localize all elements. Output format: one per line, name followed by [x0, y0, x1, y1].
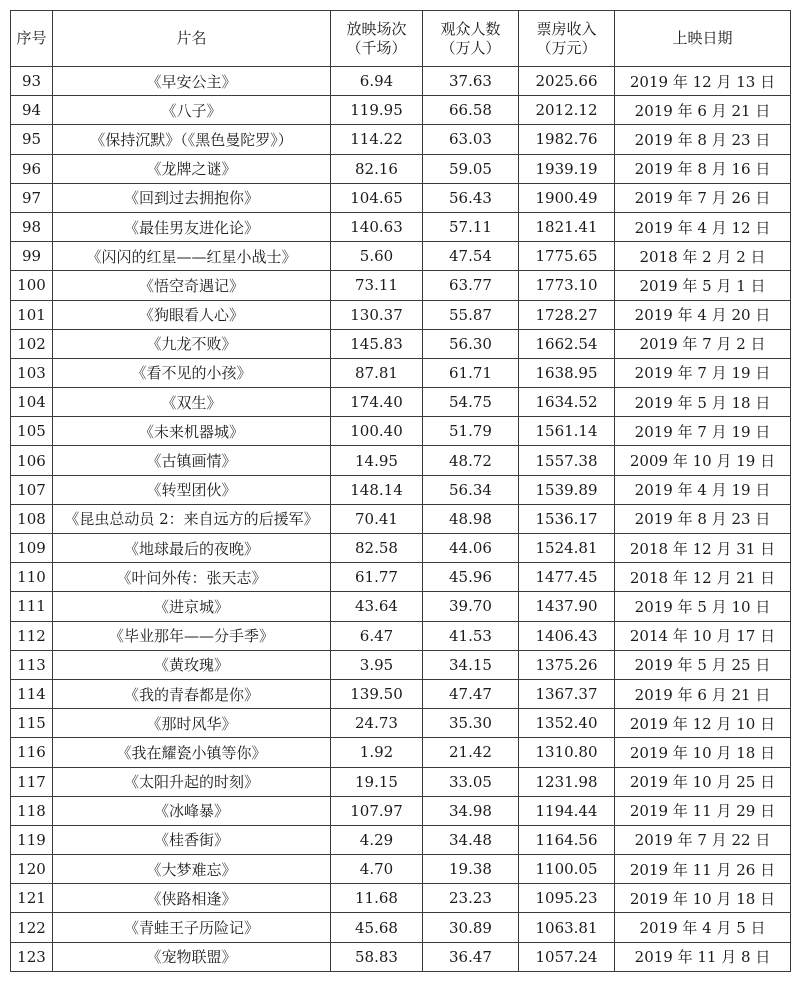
table-row	[11, 679, 791, 708]
cell-release-date: 2019 年 10 月 18 日	[615, 884, 791, 913]
cell-release-date: 2019 年 4 月 20 日	[615, 300, 791, 329]
cell-title: 《龙牌之谜》	[53, 154, 331, 183]
table-row	[11, 825, 791, 854]
cell-audience: 35.30	[423, 709, 519, 738]
cell-title: 《看不见的小孩》	[53, 358, 331, 387]
table-row	[11, 388, 791, 417]
cell-screenings: 139.50	[331, 679, 423, 708]
cell-audience: 63.77	[423, 271, 519, 300]
cell-index: 109	[11, 534, 53, 563]
cell-audience: 33.05	[423, 767, 519, 796]
cell-release-date: 2019 年 11 月 29 日	[615, 796, 791, 825]
cell-title: 《保持沉默》（《黑色曼陀罗》）	[53, 125, 331, 154]
table-row	[11, 563, 791, 592]
cell-box-office: 1561.14	[519, 417, 615, 446]
cell-box-office: 1773.10	[519, 271, 615, 300]
cell-screenings: 14.95	[331, 446, 423, 475]
cell-index: 115	[11, 709, 53, 738]
cell-audience: 39.70	[423, 592, 519, 621]
header-index: 序号	[11, 11, 53, 67]
cell-index: 120	[11, 855, 53, 884]
cell-index: 123	[11, 942, 53, 971]
table-row	[11, 709, 791, 738]
cell-index: 112	[11, 621, 53, 650]
cell-screenings: 1.92	[331, 738, 423, 767]
cell-box-office: 1775.65	[519, 242, 615, 271]
cell-audience: 47.47	[423, 679, 519, 708]
cell-screenings: 104.65	[331, 183, 423, 212]
cell-audience: 21.42	[423, 738, 519, 767]
cell-audience: 57.11	[423, 212, 519, 241]
cell-title: 《回到过去拥抱你》	[53, 183, 331, 212]
cell-release-date: 2019 年 4 月 5 日	[615, 913, 791, 942]
cell-screenings: 87.81	[331, 358, 423, 387]
cell-index: 93	[11, 67, 53, 96]
cell-audience: 61.71	[423, 358, 519, 387]
cell-title: 《进京城》	[53, 592, 331, 621]
cell-box-office: 1095.23	[519, 884, 615, 913]
table-row	[11, 796, 791, 825]
cell-audience: 51.79	[423, 417, 519, 446]
cell-screenings: 24.73	[331, 709, 423, 738]
cell-release-date: 2019 年 7 月 19 日	[615, 417, 791, 446]
cell-index: 96	[11, 154, 53, 183]
cell-box-office: 1310.80	[519, 738, 615, 767]
cell-title: 《青蛙王子历险记》	[53, 913, 331, 942]
cell-box-office: 1437.90	[519, 592, 615, 621]
cell-audience: 56.34	[423, 475, 519, 504]
cell-screenings: 82.16	[331, 154, 423, 183]
cell-audience: 34.48	[423, 825, 519, 854]
cell-title: 《双生》	[53, 388, 331, 417]
cell-index: 99	[11, 242, 53, 271]
cell-index: 95	[11, 125, 53, 154]
header-box-office-label: 票房收入	[536, 19, 597, 38]
header-audience	[423, 11, 519, 67]
header-screenings-unit: （千场）	[346, 38, 407, 57]
table-header	[11, 11, 791, 67]
cell-box-office: 1406.43	[519, 621, 615, 650]
table-row	[11, 358, 791, 387]
cell-screenings: 4.70	[331, 855, 423, 884]
cell-box-office: 1194.44	[519, 796, 615, 825]
header-row	[11, 11, 791, 67]
cell-box-office: 1352.40	[519, 709, 615, 738]
table-row	[11, 475, 791, 504]
cell-title: 《太阳升起的时刻》	[53, 767, 331, 796]
cell-screenings: 6.47	[331, 621, 423, 650]
cell-screenings: 148.14	[331, 475, 423, 504]
table-row	[11, 96, 791, 125]
cell-title: 《闪闪的红星——红星小战士》	[53, 242, 331, 271]
cell-title: 《宠物联盟》	[53, 942, 331, 971]
cell-screenings: 58.83	[331, 942, 423, 971]
cell-title: 《早安公主》	[53, 67, 331, 96]
table-row	[11, 592, 791, 621]
cell-box-office: 1900.49	[519, 183, 615, 212]
cell-title: 《昆虫总动员 2：来自远方的后援军》	[53, 504, 331, 533]
cell-release-date: 2018 年 2 月 2 日	[615, 242, 791, 271]
cell-index: 121	[11, 884, 53, 913]
cell-audience: 48.98	[423, 504, 519, 533]
cell-box-office: 1536.17	[519, 504, 615, 533]
table-body	[11, 67, 791, 972]
cell-release-date: 2019 年 7 月 26 日	[615, 183, 791, 212]
cell-audience: 55.87	[423, 300, 519, 329]
cell-box-office: 1375.26	[519, 650, 615, 679]
cell-screenings: 174.40	[331, 388, 423, 417]
cell-box-office: 1477.45	[519, 563, 615, 592]
header-screenings-label: 放映场次	[346, 19, 407, 38]
cell-screenings: 114.22	[331, 125, 423, 154]
cell-box-office: 2025.66	[519, 67, 615, 96]
cell-index: 114	[11, 679, 53, 708]
cell-box-office: 1063.81	[519, 913, 615, 942]
cell-release-date: 2019 年 4 月 19 日	[615, 475, 791, 504]
table-row	[11, 329, 791, 358]
cell-audience: 44.06	[423, 534, 519, 563]
table-row	[11, 446, 791, 475]
table-row	[11, 125, 791, 154]
cell-index: 118	[11, 796, 53, 825]
cell-release-date: 2019 年 5 月 10 日	[615, 592, 791, 621]
cell-audience: 36.47	[423, 942, 519, 971]
cell-box-office: 1662.54	[519, 329, 615, 358]
cell-index: 108	[11, 504, 53, 533]
cell-title: 《悟空奇遇记》	[53, 271, 331, 300]
cell-index: 119	[11, 825, 53, 854]
film-box-office-table	[10, 10, 791, 972]
cell-release-date: 2019 年 12 月 10 日	[615, 709, 791, 738]
cell-index: 101	[11, 300, 53, 329]
cell-title: 《我的青春都是你》	[53, 679, 331, 708]
cell-box-office: 1638.95	[519, 358, 615, 387]
cell-screenings: 3.95	[331, 650, 423, 679]
cell-box-office: 2012.12	[519, 96, 615, 125]
cell-audience: 45.96	[423, 563, 519, 592]
cell-audience: 19.38	[423, 855, 519, 884]
cell-release-date: 2019 年 7 月 19 日	[615, 358, 791, 387]
table-row	[11, 417, 791, 446]
cell-box-office: 1100.05	[519, 855, 615, 884]
cell-index: 104	[11, 388, 53, 417]
cell-screenings: 43.64	[331, 592, 423, 621]
table-row	[11, 884, 791, 913]
cell-title: 《狗眼看人心》	[53, 300, 331, 329]
cell-audience: 23.23	[423, 884, 519, 913]
cell-release-date: 2019 年 5 月 18 日	[615, 388, 791, 417]
cell-audience: 54.75	[423, 388, 519, 417]
cell-screenings: 130.37	[331, 300, 423, 329]
cell-title: 《地球最后的夜晚》	[53, 534, 331, 563]
cell-release-date: 2019 年 11 月 26 日	[615, 855, 791, 884]
table-row	[11, 621, 791, 650]
cell-box-office: 1728.27	[519, 300, 615, 329]
table-row	[11, 154, 791, 183]
cell-box-office: 1557.38	[519, 446, 615, 475]
cell-audience: 59.05	[423, 154, 519, 183]
cell-screenings: 73.11	[331, 271, 423, 300]
cell-screenings: 4.29	[331, 825, 423, 854]
cell-screenings: 100.40	[331, 417, 423, 446]
cell-audience: 56.30	[423, 329, 519, 358]
cell-screenings: 6.94	[331, 67, 423, 96]
header-box-office-unit: （万元）	[536, 38, 597, 57]
cell-box-office: 1524.81	[519, 534, 615, 563]
cell-screenings: 82.58	[331, 534, 423, 563]
cell-title: 《九龙不败》	[53, 329, 331, 358]
header-screenings	[331, 11, 423, 67]
cell-release-date: 2019 年 6 月 21 日	[615, 96, 791, 125]
cell-audience: 48.72	[423, 446, 519, 475]
table-row	[11, 242, 791, 271]
cell-release-date: 2018 年 12 月 21 日	[615, 563, 791, 592]
cell-title: 《侠路相逢》	[53, 884, 331, 913]
cell-release-date: 2019 年 5 月 25 日	[615, 650, 791, 679]
cell-audience: 66.58	[423, 96, 519, 125]
header-box-office	[519, 11, 615, 67]
cell-index: 113	[11, 650, 53, 679]
cell-screenings: 107.97	[331, 796, 423, 825]
cell-release-date: 2019 年 8 月 16 日	[615, 154, 791, 183]
cell-release-date: 2019 年 7 月 2 日	[615, 329, 791, 358]
cell-index: 105	[11, 417, 53, 446]
cell-title: 《未来机器城》	[53, 417, 331, 446]
cell-box-office: 1982.76	[519, 125, 615, 154]
table-row	[11, 942, 791, 971]
table-row	[11, 855, 791, 884]
cell-title: 《叶问外传：张天志》	[53, 563, 331, 592]
table-row	[11, 738, 791, 767]
table-row	[11, 650, 791, 679]
cell-release-date: 2019 年 5 月 1 日	[615, 271, 791, 300]
table-row	[11, 767, 791, 796]
table-row	[11, 183, 791, 212]
cell-box-office: 1164.56	[519, 825, 615, 854]
cell-index: 102	[11, 329, 53, 358]
cell-release-date: 2019 年 10 月 25 日	[615, 767, 791, 796]
table-row	[11, 212, 791, 241]
cell-release-date: 2014 年 10 月 17 日	[615, 621, 791, 650]
cell-release-date: 2019 年 11 月 8 日	[615, 942, 791, 971]
cell-screenings: 61.77	[331, 563, 423, 592]
header-audience-unit: （万人）	[440, 38, 501, 57]
table-row	[11, 300, 791, 329]
cell-screenings: 45.68	[331, 913, 423, 942]
cell-release-date: 2009 年 10 月 19 日	[615, 446, 791, 475]
cell-title: 《最佳男友进化论》	[53, 212, 331, 241]
cell-title: 《那时风华》	[53, 709, 331, 738]
cell-title: 《古镇画情》	[53, 446, 331, 475]
header-title: 片名	[53, 11, 331, 67]
cell-audience: 47.54	[423, 242, 519, 271]
cell-index: 122	[11, 913, 53, 942]
cell-screenings: 140.63	[331, 212, 423, 241]
cell-audience: 34.15	[423, 650, 519, 679]
cell-audience: 30.89	[423, 913, 519, 942]
cell-screenings: 19.15	[331, 767, 423, 796]
cell-title: 《我在耀瓷小镇等你》	[53, 738, 331, 767]
cell-title: 《黄玫瑰》	[53, 650, 331, 679]
cell-release-date: 2019 年 10 月 18 日	[615, 738, 791, 767]
table-row	[11, 67, 791, 96]
cell-box-office: 1821.41	[519, 212, 615, 241]
cell-box-office: 1939.19	[519, 154, 615, 183]
cell-release-date: 2019 年 12 月 13 日	[615, 67, 791, 96]
cell-release-date: 2018 年 12 月 31 日	[615, 534, 791, 563]
cell-audience: 63.03	[423, 125, 519, 154]
cell-title: 《转型团伙》	[53, 475, 331, 504]
cell-title: 《桂香街》	[53, 825, 331, 854]
table-row	[11, 913, 791, 942]
cell-index: 100	[11, 271, 53, 300]
cell-index: 106	[11, 446, 53, 475]
cell-box-office: 1231.98	[519, 767, 615, 796]
cell-release-date: 2019 年 8 月 23 日	[615, 125, 791, 154]
cell-release-date: 2019 年 8 月 23 日	[615, 504, 791, 533]
cell-title: 《冰峰暴》	[53, 796, 331, 825]
table-row	[11, 534, 791, 563]
cell-audience: 41.53	[423, 621, 519, 650]
cell-release-date: 2019 年 6 月 21 日	[615, 679, 791, 708]
header-audience-label: 观众人数	[440, 19, 501, 38]
cell-index: 97	[11, 183, 53, 212]
cell-screenings: 5.60	[331, 242, 423, 271]
header-release-date: 上映日期	[615, 11, 791, 67]
cell-title: 《八子》	[53, 96, 331, 125]
cell-screenings: 145.83	[331, 329, 423, 358]
cell-box-office: 1057.24	[519, 942, 615, 971]
cell-index: 103	[11, 358, 53, 387]
cell-box-office: 1367.37	[519, 679, 615, 708]
table-row	[11, 271, 791, 300]
cell-index: 98	[11, 212, 53, 241]
cell-audience: 56.43	[423, 183, 519, 212]
cell-box-office: 1634.52	[519, 388, 615, 417]
cell-box-office: 1539.89	[519, 475, 615, 504]
cell-index: 107	[11, 475, 53, 504]
cell-audience: 37.63	[423, 67, 519, 96]
cell-release-date: 2019 年 7 月 22 日	[615, 825, 791, 854]
cell-index: 111	[11, 592, 53, 621]
cell-audience: 34.98	[423, 796, 519, 825]
cell-index: 110	[11, 563, 53, 592]
cell-release-date: 2019 年 4 月 12 日	[615, 212, 791, 241]
cell-screenings: 119.95	[331, 96, 423, 125]
table-row	[11, 504, 791, 533]
cell-index: 117	[11, 767, 53, 796]
cell-screenings: 11.68	[331, 884, 423, 913]
cell-title: 《大梦难忘》	[53, 855, 331, 884]
cell-screenings: 70.41	[331, 504, 423, 533]
cell-index: 94	[11, 96, 53, 125]
cell-title: 《毕业那年——分手季》	[53, 621, 331, 650]
cell-index: 116	[11, 738, 53, 767]
